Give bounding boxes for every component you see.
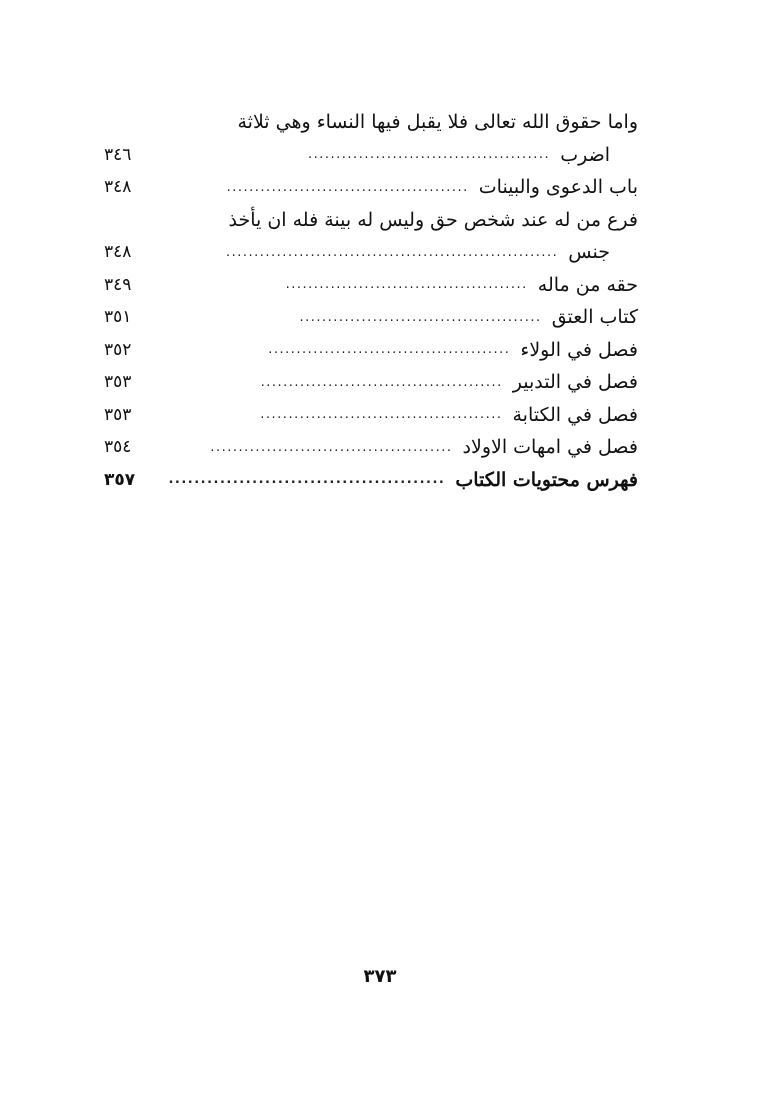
toc-entry [104,106,638,139]
toc-entry-title: باب الدعوى والبينات [478,176,638,199]
toc-entry-title: واما حقوق الله تعالى فلا يقبل فيها النساء وهي ثلاثة [237,111,638,134]
toc-entry-title: فهرس محتويات الكتاب [455,468,638,491]
toc-entry-title: فصل في الكتابة [512,403,638,426]
toc-entry [104,464,638,497]
toc-entry-title: اضرب [560,143,610,166]
dot-leader: ........................................... [285,277,528,293]
toc-page-number: ٣٤٦ [104,144,132,165]
page-folio-number: ٣٧٣ [363,966,397,987]
toc-page-number: ٣٥٢ [104,339,132,360]
toc-entry-title: جنس [568,241,610,264]
table-of-contents [104,106,638,496]
toc-entry [104,269,638,302]
toc-entry [104,334,638,367]
dot-leader: ........................................... [299,309,542,325]
toc-entry [104,171,638,204]
dot-leader: ........................................... [268,342,511,358]
toc-entry-title: فرع من له عند شخص حق وليس له بينة فله ان يأخذ [228,208,638,231]
dot-leader: ........................................... [226,179,469,195]
dot-leader: ........................................... [210,439,453,455]
toc-entry-title: حقه من ماله [537,273,638,296]
toc-page-number: ٣٤٩ [104,274,132,295]
toc-page-number: ٣٥٣ [104,404,132,425]
toc-entry [104,204,638,237]
toc-entry [104,301,638,334]
toc-entry [104,139,638,172]
toc-page-number: ٣٥٧ [104,469,136,490]
dot-leader: ........................................... [260,374,503,390]
toc-page-number: ٣٤٨ [104,177,132,198]
toc-entry-title: فصل في الولاء [520,338,638,361]
toc-entry [104,366,638,399]
toc-page-number: ٣٥٤ [104,437,132,458]
toc-page-number: ٣٥٣ [104,372,132,393]
toc-entry [104,399,638,432]
toc-entry-title: فصل في التدبير [512,371,638,394]
dot-leader: ........................................... [308,147,551,163]
dot-leader: ........................................... [260,407,503,423]
toc-entry [104,431,638,464]
toc-page-number: ٣٥١ [104,307,132,328]
dot-leader: ........................................... [168,472,446,488]
toc-entry-title: فصل في امهات الاولاد [462,436,638,459]
dot-leader: ........................................................... [225,244,559,260]
toc-entry [104,236,638,269]
toc-page-number: ٣٤٨ [104,242,132,263]
toc-entry-title: كتاب العتق [551,306,638,329]
